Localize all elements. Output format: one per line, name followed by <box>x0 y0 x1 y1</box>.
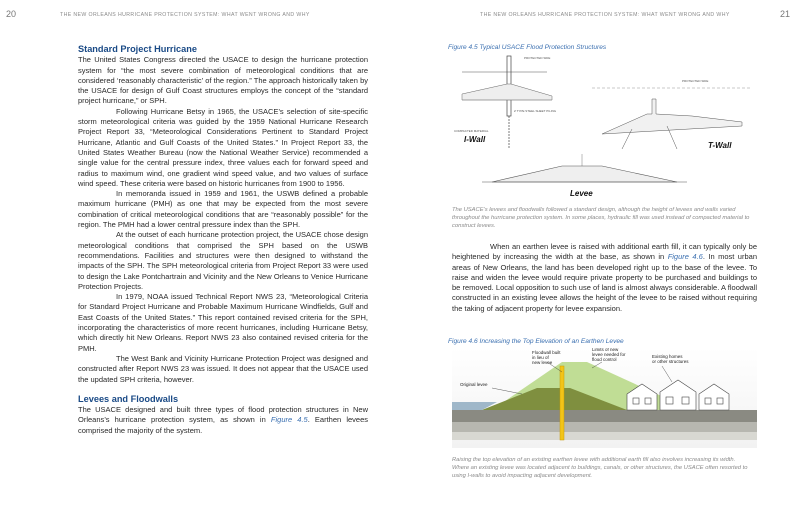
label-original-levee: Original levee <box>460 382 488 387</box>
figure-4-6-caption: Raising the top elevation of an existing earthen levee with additional earth fill also involves increasing its width. Where an existing levee was located adjacent to buildings, canals, or other structures, the USACE often resorted to using I-walls to avoid impacting adjacent development. <box>452 457 748 480</box>
page-number-left: 20 <box>6 9 17 19</box>
paragraph-1: The United States Congress directed the USACE to design the hurricane protection system for “the most severe combination of meteorological conditions that are considered ‘reasonably characteristic’ of the region.” The approach historically taken by the USACE for design of Gulf Coast structures employs the concept of the “standard project hurricane,” or SPH. <box>78 55 368 106</box>
right-paragraph <box>452 242 757 314</box>
twall-diagram <box>592 79 752 150</box>
page-number-right: 21 <box>779 9 790 19</box>
figure-4-6-link[interactable]: Figure 4.6 <box>667 252 703 262</box>
label-limits-new-levee: Limits of new levee needed for flood control <box>592 348 626 362</box>
floodwall <box>560 366 564 440</box>
paragraph-6: The West Bank and Vicinity Hurricane Protection Project was designed and constructed after Report NWS 23 was issued. It does not appear that the USACE used the updated SPH criteria, however. <box>78 353 368 384</box>
label-protected-side: PROTECTED SIDE <box>524 56 551 60</box>
figure-4-5-caption: The USACE’s levees and floodwalls followed a standard design, although the height of levees and walls varied throughout the hurricane protection system. In some places, hydraulic fill was used instead of compacted material to construct levees. <box>452 207 750 230</box>
right-text-column <box>452 242 757 314</box>
figure-4-5-title: Figure 4.5 Typical USACE Flood Protection Structures <box>448 44 607 51</box>
levee-diagram <box>482 154 687 198</box>
paragraph-7 <box>78 405 368 436</box>
iwall-diagram <box>454 56 557 149</box>
running-head-right: THE NEW ORLEANS HURRICANE PROTECTION SYSTEM: WHAT WENT WRONG AND WHY <box>480 12 730 18</box>
figure-4-6-title: Figure 4.6 Increasing the Top Elevation of an Earthen Levee <box>448 338 624 345</box>
figure-4-5-drawing <box>452 54 757 204</box>
right-paragraph-text-end: . In most urban areas of New Orleans, the land has been developed right up to the base of the levee. To raise and widen the levee would require private property to be purchased and buildings to be removed. Local opposition to such use of land is almost always considerable. A floodwall constructed in an existing levee allows the height of the levee to be raised without requiring the taking of adjacent property for levee expansion. <box>452 252 757 313</box>
paragraph-3: In memoranda issued in 1959 and 1961, the USWB defined a probable maximum hurricane (PMH) as one that may be expected from the most severe combination of critical meteorological conditions that are “reasonably possible” for the region. The PMH had a lower central pressure index than the SPH. <box>78 189 368 230</box>
existing-homes <box>627 380 729 410</box>
figure-4-5-link[interactable]: Figure 4.5 <box>270 415 308 425</box>
paragraph-7-text-end: . Earthen levees comprised the majority of the system. <box>78 415 368 435</box>
label-existing-homes: Existing homes or other structures <box>652 354 689 364</box>
label-sheet-piling: Z TYPE STEEL SHEET PILING <box>514 109 557 113</box>
label-twall: T-Wall <box>708 141 732 150</box>
section-title-levees-and-floodwalls: Levees and Floodwalls <box>78 393 179 404</box>
right-paragraph-text: When an earthen levee is raised with additional earth fill, it can typically only be heightened by increasing the width at the base, as shown in <box>452 242 757 262</box>
label-compacted-material: COMPACTED MATERIAL <box>454 129 489 133</box>
left-text-column <box>78 44 368 436</box>
right-page <box>400 0 800 518</box>
section-title-standard-project-hurricane: Standard Project Hurricane <box>78 44 197 54</box>
label-iwall: I-Wall <box>464 135 486 144</box>
ground-layer <box>452 410 757 422</box>
label-floodwall: Floodwall built in lieu of new levee <box>532 350 561 365</box>
paragraph-5: In 1979, NOAA issued Technical Report NWS 23, “Meteorological Criteria for Standard Project Hurricane and Probable Maximum Hurricane Windfields, Gulf and East Coasts of the United States.” This report contained revised criteria for the SPH, incorporating the characteristics of more recent hurricanes, including Hurricane Betsy, which directly hit New Orleans. Report NWS 23 also contained revised criteria for the PMH. <box>78 292 368 353</box>
svg-text:PROTECTED SIDE: PROTECTED SIDE <box>682 79 709 83</box>
paragraph-7-text: The USACE designed and built three types of flood protection structures in New Orleans’s hurricane protection system, as shown in <box>78 405 368 425</box>
paragraph-4: At the outset of each hurricane protection project, the USACE chose design meteorological conditions that comprised the SPH based on the USWB recommendations. Facilities and structures were then designed to withstand the impacts of the SPH. The SPH meteorological criteria from Project Report 33 were used to design the Lake Pontchartrain and Vicinity and the New Orleans to Venice Hurricane Protection Projects. <box>78 230 368 291</box>
running-head-left: THE NEW ORLEANS HURRICANE PROTECTION SYSTEM: WHAT WENT WRONG AND WHY <box>60 12 310 18</box>
figure-4-6-illustration <box>452 348 757 448</box>
label-levee: Levee <box>570 189 593 198</box>
paragraph-2: Following Hurricane Betsy in 1965, the USACE’s selection of site-specific storm meteorological criteria was guided by the 1959 National Hurricane Research Project Report 33, “Meteorological Considerations Pertinent to Standard Project Hurricane, Atlantic and Gulf Coasts of the United States.” In Project Report 33, the United States Weather Bureau (now the National Weather Service) recommended a single value for the central pressure index, three values each for forward speed and radius to maximum wind, one gradient wind speed value, and two values of surface wind speed. These criteria were based on historic hurricanes from 1900 to 1956. <box>78 106 368 188</box>
